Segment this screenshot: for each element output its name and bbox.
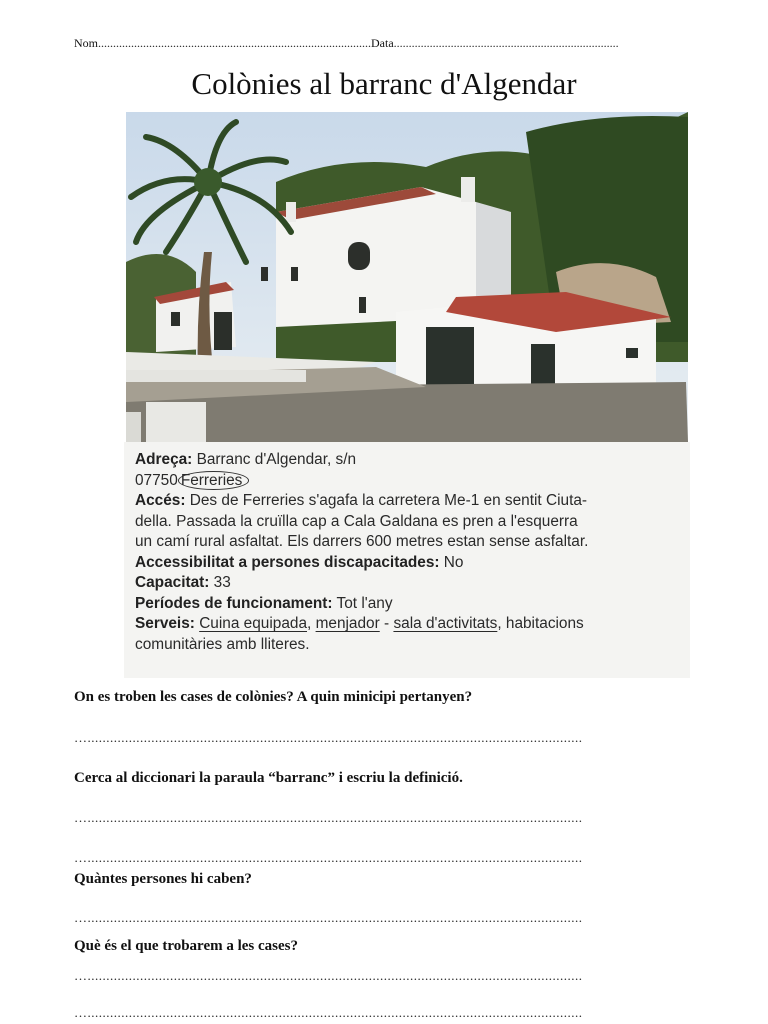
accessibility-value: No <box>439 553 464 571</box>
services-line-2: comunitàries amb lliteres. <box>135 635 310 653</box>
service-kitchen: Cuina equipada <box>199 615 308 632</box>
service-dining: menjador <box>315 615 380 632</box>
question-1: On es troben les cases de colònies? A quin minicipi pertanyen? <box>74 689 473 705</box>
answer-line-2a[interactable]: ….................................................................................................................................... <box>74 810 583 825</box>
answer-line-4a[interactable]: ….................................................................................................................................... <box>74 968 583 983</box>
access-line-3: un camí rural asfaltat. Els darrers 600 metres estan sense asfaltar. <box>135 533 589 550</box>
access-label: Accés: <box>135 492 186 509</box>
name-field[interactable]: ........................................................................................... <box>98 36 371 50</box>
date-label: Data <box>371 36 394 50</box>
services-label: Serveis: <box>135 615 195 632</box>
accessibility-line <box>135 553 680 574</box>
info-card <box>124 442 690 678</box>
question-2: Cerca al diccionari la paraula “barranc” i escriu la definició. <box>74 770 463 786</box>
capacity-line <box>135 573 680 594</box>
town-circled: Ferreries <box>178 471 250 490</box>
postal-code: 07750 <box>135 471 178 489</box>
question-3: Quàntes persones hi caben? <box>74 871 252 887</box>
access-line-2: della. Passada la cruïlla cap a Cala Galdana es pren a l'esquerra <box>135 512 578 530</box>
page-title: Colònies al barranc d'Algendar <box>191 66 577 101</box>
answer-line-3[interactable]: ….................................................................................................................................... <box>74 910 583 925</box>
answer-line-1[interactable]: ….................................................................................................................................... <box>74 730 583 745</box>
service-sep-2: - <box>379 615 394 632</box>
name-label: Nom <box>74 36 98 50</box>
answer-line-2b[interactable]: ….................................................................................................................................... <box>74 850 583 865</box>
periods-value: Tot l'any <box>332 594 393 612</box>
date-field[interactable]: ........................................................................... <box>393 36 619 50</box>
house-photo-illustration <box>126 112 688 442</box>
name-date-line <box>74 36 694 51</box>
access-text-1: Des de Ferreries s'agafa la carretera Me-1 en sentit Ciuta- <box>185 492 588 509</box>
access-line-1 <box>135 491 680 512</box>
answer-line-4b[interactable]: ….................................................................................................................................... <box>74 1005 583 1020</box>
service-activity-room: sala d'activitats <box>393 615 498 632</box>
capacity-label: Capacitat: <box>135 574 210 591</box>
periods-line <box>135 594 680 615</box>
question-4: Què és el que trobarem a les cases? <box>74 938 298 954</box>
service-rest: , habitacions <box>497 615 584 632</box>
accessibility-label: Accessibilitat a persones discapacitades: <box>135 553 440 571</box>
service-sep-1: , <box>307 615 316 632</box>
periods-label: Períodes de funcionament: <box>135 594 333 612</box>
services-line-1 <box>135 614 680 635</box>
address-line <box>135 450 680 471</box>
postal-line <box>135 471 680 492</box>
address-value: Barranc d'Algendar, s/n <box>192 451 357 468</box>
capacity-value: 33 <box>209 574 231 591</box>
house-photo <box>126 112 688 442</box>
address-label: Adreça: <box>135 451 193 468</box>
